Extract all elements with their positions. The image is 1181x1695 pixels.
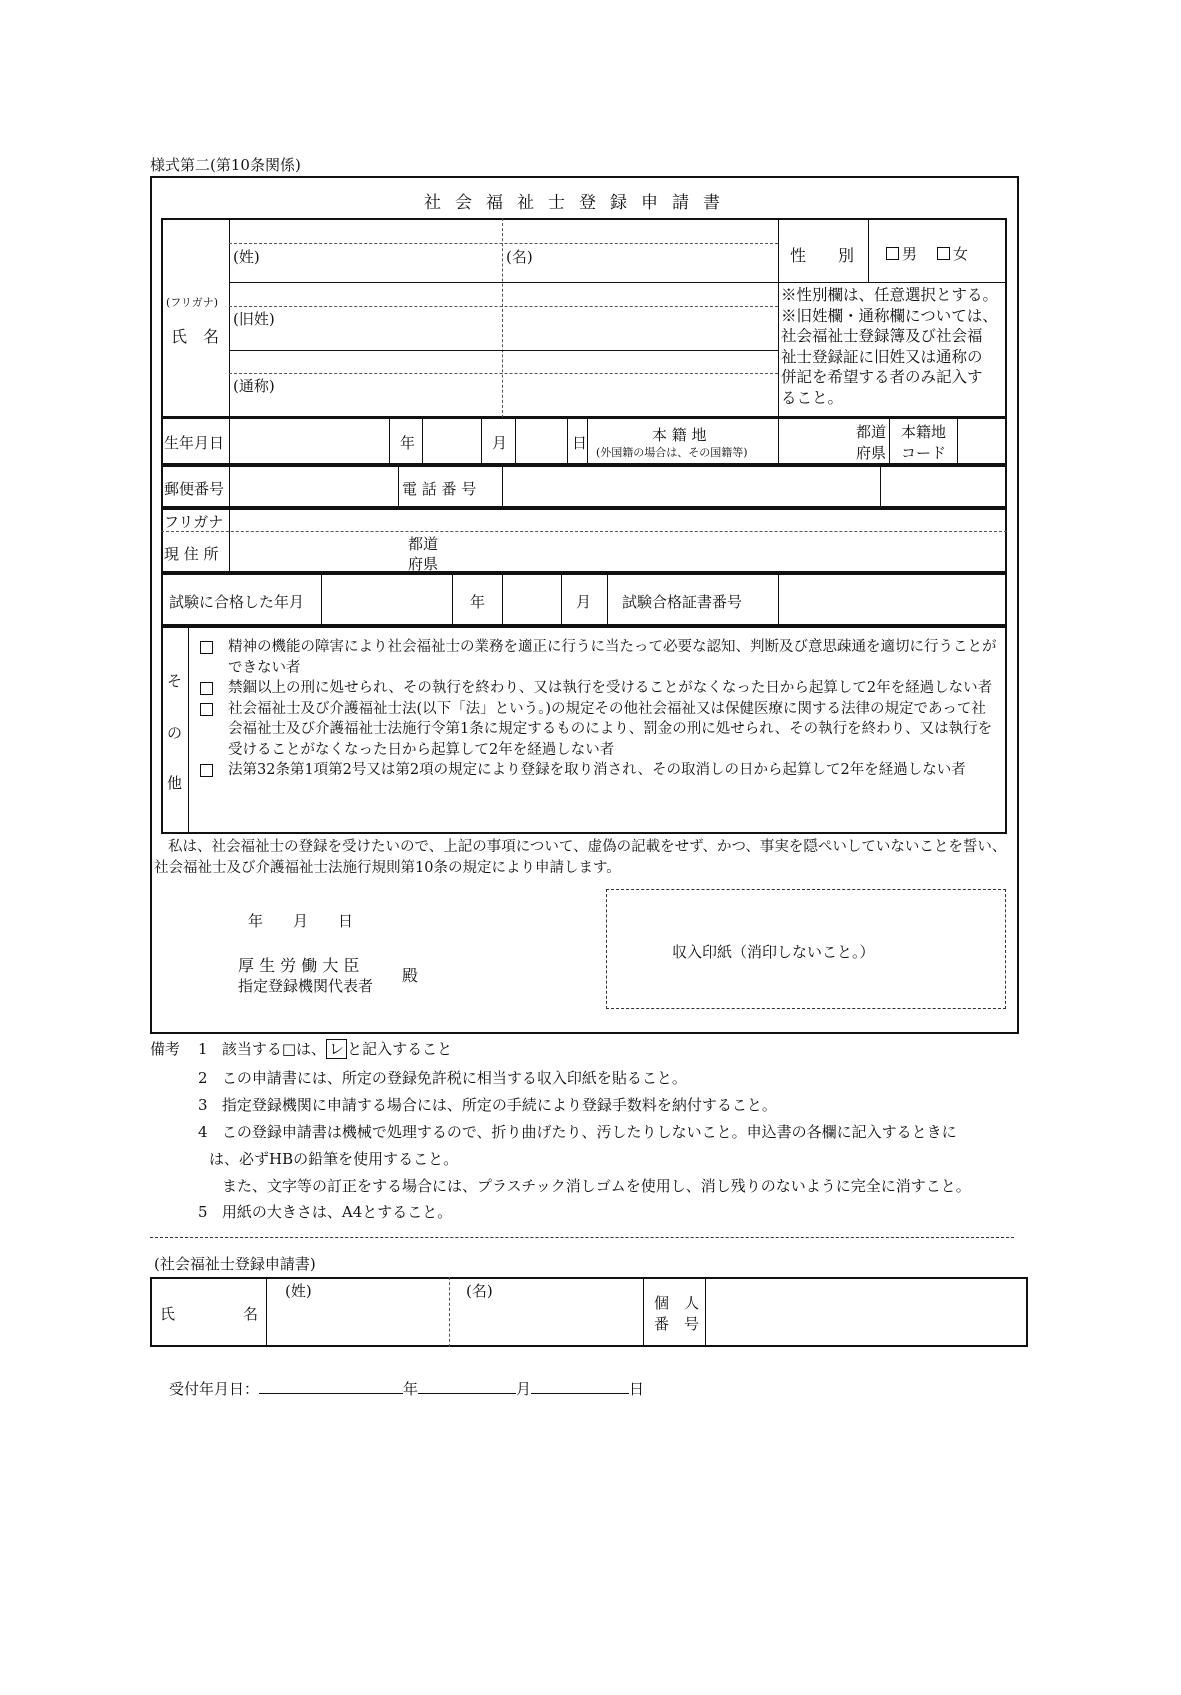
address-label: 現 住 所 — [164, 545, 219, 563]
other-label-3: 他 — [167, 774, 183, 792]
check-mark-icon: レ — [326, 1039, 347, 1059]
form-number: 様式第二(第10条関係) — [150, 156, 301, 174]
other-item-2-checkbox[interactable] — [200, 682, 213, 695]
cut-line — [150, 1237, 1014, 1238]
stub-id-label-bottom: 番 号 — [654, 1315, 700, 1333]
postal-label: 郵便番号 — [164, 480, 225, 498]
honorific: 殿 — [402, 966, 419, 985]
name-label: 氏 名 — [171, 327, 220, 346]
sex-male-option[interactable]: 男 — [886, 243, 917, 264]
address-pref-bottom: 府県 — [408, 555, 439, 573]
remarks-label: 備考 — [150, 1040, 181, 1058]
stub-name-label-2: 名 — [243, 1305, 259, 1323]
address-furigana-label: フリガナ — [164, 513, 224, 531]
right-notes: ※性別欄は、任意選択とする。 ※旧姓欄・通称欄については、 社会福祉士登録簿及び社会福 祉士登録証に旧姓又は通称の 併記を希望する者のみ記入す ること。 — [781, 286, 999, 407]
exam-year: 年 — [470, 593, 486, 611]
remark-4-line2: は、必ずHBの鉛筆を使用すること。 — [209, 1150, 459, 1168]
stub-table — [150, 1277, 1028, 1347]
remark-4: 4 この登録申請書は機械で処理するので、折り曲げたり、汚したりしないこと。申込書の各欄に記入するときに — [198, 1123, 957, 1141]
honseki-sub: (外国籍の場合は、その国籍等) — [596, 446, 748, 459]
phone-label: 電 話 番 号 — [402, 480, 477, 498]
honseki-code-bottom: コード — [901, 444, 947, 462]
exam-month: 月 — [576, 593, 592, 611]
address-row — [161, 508, 1007, 573]
birth-label: 生年月日 — [164, 434, 225, 452]
birth-day: 日 — [572, 434, 588, 452]
remark-2: 2 この申請書には、所定の登録免許税に相当する収入印紙を貼ること。 — [198, 1069, 687, 1087]
form-title: 社会福祉士登録申請書 — [424, 193, 734, 213]
birth-year: 年 — [400, 434, 416, 452]
exam-certificate-label: 試験合格証書番号 — [622, 593, 743, 611]
sex-label: 性 別 — [790, 246, 855, 265]
honseki-pref-bottom: 府県 — [856, 444, 887, 462]
surname-label: (姓) — [233, 248, 260, 266]
honseki-code-top: 本籍地 — [901, 423, 947, 441]
addressee-minister: 厚 生 労 働 大 臣 — [238, 956, 360, 975]
address-pref-top: 都道 — [408, 535, 439, 553]
given-name-label: (名) — [506, 248, 533, 266]
female-checkbox[interactable] — [937, 247, 950, 260]
date-line: 年 月 日 — [248, 912, 354, 930]
male-checkbox[interactable] — [886, 247, 899, 260]
birth-month: 月 — [492, 434, 508, 452]
stub-surname: (姓) — [285, 1282, 312, 1300]
name-divider — [502, 218, 503, 418]
honseki-pref-top: 都道 — [856, 423, 887, 441]
exam-passed-label: 試験に合格した年月 — [169, 593, 305, 611]
alias-label: (通称) — [233, 377, 275, 395]
receipt-label: 受付年月日： — [169, 1380, 260, 1398]
remark-5: 5 用紙の大きさは、A4とすること。 — [198, 1203, 453, 1221]
addressee-agency: 指定登録機関代表者 — [238, 977, 374, 995]
sex-female-option[interactable]: 女 — [937, 243, 968, 264]
old-surname-label: (旧姓) — [233, 310, 275, 328]
remark-4-line3: また、文字等の訂正をする場合には、プラスチック消しゴムを使用し、消し残りのないように完全に消すこと。 — [222, 1177, 971, 1195]
other-item-3-checkbox[interactable] — [200, 703, 213, 716]
other-label-1: そ — [167, 672, 183, 690]
honseki-label: 本 籍 地 — [652, 426, 707, 444]
other-item-4-checkbox[interactable] — [200, 764, 213, 777]
stub-given: (名) — [466, 1282, 493, 1300]
other-item-1-checkbox[interactable] — [200, 641, 213, 654]
stub-caption: (社会福祉士登録申請書) — [154, 1255, 316, 1273]
stub-id-label-top: 個 人 — [654, 1294, 700, 1312]
furigana-label: (フリガナ) — [166, 296, 219, 309]
other-label-2: の — [167, 724, 183, 742]
declaration: 私は、社会福祉士の登録を受けたいので、上記の事項について、虚偽の記載をせず、かつ、事実を隠ぺいしていないことを誓い、社会福祉士及び介護福祉士法施行規則第10条の規定により申請します。 — [154, 839, 1007, 876]
remark-1: 1 該当する□は、 レ と記入すること — [198, 1040, 453, 1058]
receipt-line: 受付年月日： 年 月 日 — [169, 1380, 645, 1398]
stub-name-label-1: 氏 — [160, 1305, 176, 1323]
remark-3: 3 指定登録機関に申請する場合には、所定の手続により登録手数料を納付すること。 — [198, 1096, 777, 1114]
revenue-stamp-text: 収入印紙（消印しないこと。） — [672, 943, 875, 961]
other-items: 精神の機能の障害により社会福祉士の業務を適正に行うに当たって必要な認知、判断及び意思疎通を適切に行うことができない者 禁錮以上の刑に処せられ、その執行を終わり、又は執行を受けることがなくなった日から起算して2年を経過しない者 社会福祉士及び介護福祉士法(以下「法」という。)の規定その他社会福祉又は保健医療に関する法律の規定であって社会福祉士及び介護福祉士法施行令第1条に規定するものにより、罰金の刑に処せられ、その執行を終わり、又は執行を受けることがなくなった日から起算して2年を経過しない者 法第32条第1項第2号又は第2項の規定により登録を取り消され、その取消しの日から起算して2年を経過しない者 — [200, 637, 1000, 781]
